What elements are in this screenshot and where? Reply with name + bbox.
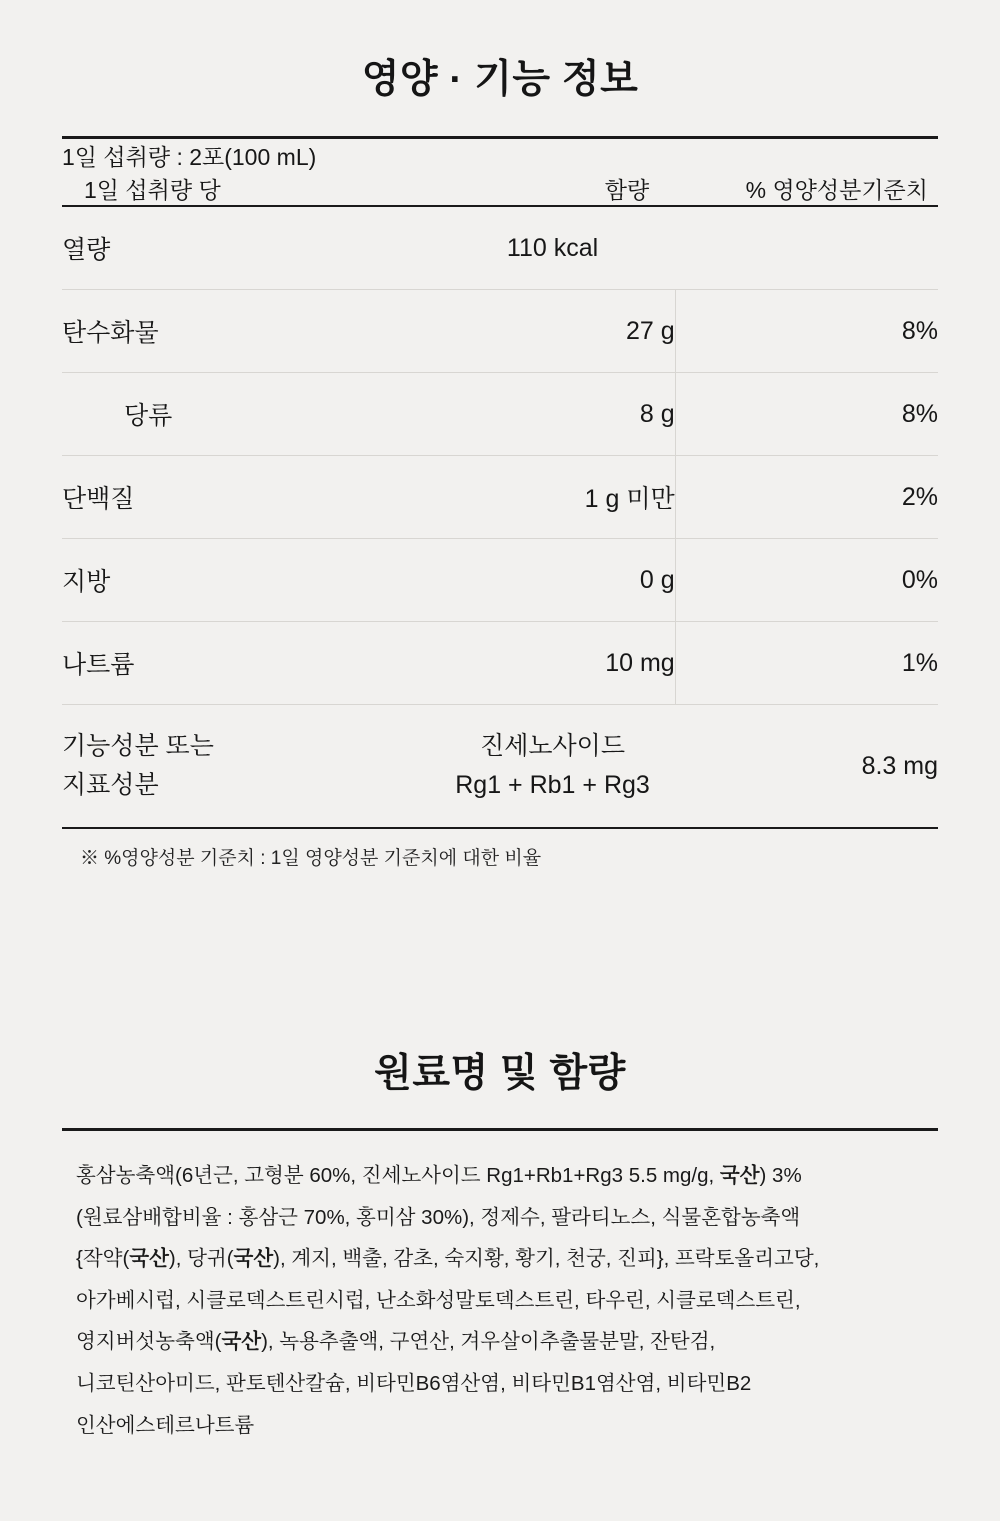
row-percent-protein: 2% — [675, 456, 938, 539]
ingredients-line: 니코틴산아미드, 판토텐산칼슘, 비타민B6염산염, 비타민B1염산염, 비타민B2 — [76, 1372, 752, 1396]
functional-label-line1: 기능성분 또는 — [62, 732, 214, 761]
table-row — [62, 456, 938, 539]
row-label-protein: 단백질 — [62, 456, 430, 539]
serving-size-text: 1일 섭취량 : 2포(100 mL) — [62, 138, 938, 173]
ingredients-line: 영지버섯농축액(국산), 녹용추출액, 구연산, 겨우살이추출물분말, 잔탄검, — [76, 1330, 716, 1354]
row-label-calories: 열량 — [62, 206, 430, 290]
functional-label-line2: 지표성분 — [62, 771, 159, 799]
ingredients-line: 인산에스테르나트륨 — [76, 1413, 255, 1437]
ingredients-line: (원료삼배합비율 : 홍삼근 70%, 홍미삼 30%), 정제수, 팔라티노스, 식물혼합농축액 — [76, 1205, 801, 1229]
ingredients-list-text — [62, 1131, 938, 1446]
ingredients-section-title: 원료명 및 함량 — [374, 1052, 626, 1095]
serving-size-row — [62, 138, 938, 173]
functional-ingredient-row — [62, 705, 938, 829]
table-row — [62, 290, 938, 373]
ingredients-section — [62, 1020, 938, 1446]
ingredients-line: 아가베시럽, 시클로덱스트린시럽, 난소화성말토덱스트린, 타우린, 시클로덱스트린, — [76, 1288, 801, 1312]
row-label-carbohydrate: 탄수화물 — [62, 290, 430, 373]
header-percent-label: % 영양성분기준치 — [745, 177, 928, 203]
row-amount-fat: 0 g — [430, 539, 675, 622]
row-label-fat: 지방 — [62, 539, 430, 622]
row-percent-fat: 0% — [675, 539, 938, 622]
table-row — [62, 622, 938, 705]
percent-daily-value-footnote: ※ %영양성분 기준치 : 1일 영양성분 기준치에 대한 비율 — [80, 848, 542, 869]
functional-amount-line2: Rg1 + Rb1 + Rg3 — [455, 771, 650, 799]
table-row — [62, 539, 938, 622]
row-label-sodium: 나트륨 — [62, 622, 430, 705]
functional-amount — [430, 705, 675, 829]
row-amount-sodium: 10 mg — [430, 622, 675, 705]
row-label-sugars: 당류 — [62, 373, 430, 456]
row-amount-calories: 110 kcal — [430, 206, 675, 290]
nutrition-table-wrapper — [62, 136, 938, 870]
row-amount-protein: 1 g 미만 — [430, 456, 675, 539]
row-percent-carbohydrate: 8% — [675, 290, 938, 373]
ingredients-line: 홍삼농축액(6년근, 고형분 60%, 진세노사이드 Rg1+Rb1+Rg3 5.5 mg/g, 국산) 3% — [76, 1164, 802, 1187]
header-amount-label: 함량 — [604, 177, 650, 203]
functional-amount-line1: 진세노사이드 — [480, 732, 625, 761]
row-amount-carbohydrate: 27 g — [430, 290, 675, 373]
header-serving-label: 1일 섭취량 당 — [84, 177, 221, 203]
functional-percent: 8.3 mg — [675, 705, 938, 829]
table-row — [62, 373, 938, 456]
row-percent-calories — [675, 206, 938, 290]
row-amount-sugars: 8 g — [430, 373, 675, 456]
ingredients-line: {작약(국산), 당귀(국산), 계지, 백출, 감초, 숙지황, 황기, 천궁, 진피}, 프락토올리고당, — [76, 1247, 820, 1271]
row-percent-sodium: 1% — [675, 622, 938, 705]
nutrition-table — [62, 136, 938, 829]
table-header-row — [62, 172, 938, 206]
nutrition-section-title: 영양 · 기능 정보 — [361, 58, 639, 101]
row-percent-sugars: 8% — [675, 373, 938, 456]
functional-label — [62, 705, 430, 829]
table-row — [62, 206, 938, 290]
